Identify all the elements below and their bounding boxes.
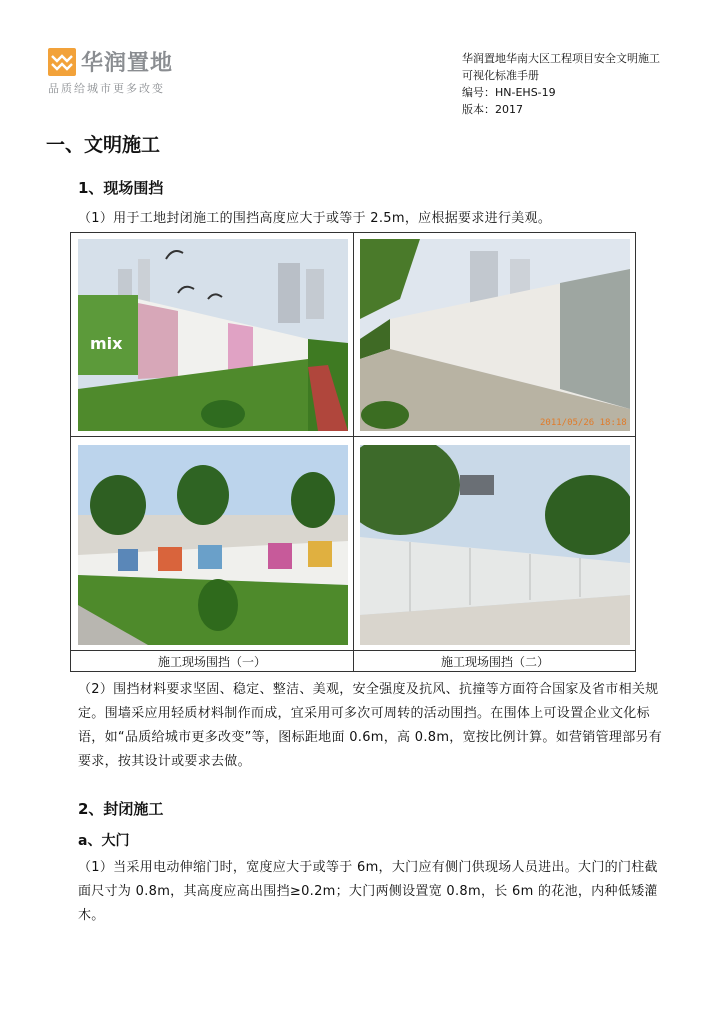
table-divider-caption bbox=[71, 650, 635, 651]
logo-name: 华润置地 bbox=[81, 51, 174, 76]
caption-hoarding-2: 施工现场围挡（二） bbox=[440, 655, 549, 669]
hoarding-photo-4 bbox=[360, 445, 630, 645]
logo-slogan: 品质给城市更多改变 bbox=[48, 82, 165, 95]
subsection-heading-enclosed: 2、封闭施工 bbox=[78, 800, 164, 818]
paragraph-hoarding-materials: （2）围挡材料要求坚固、稳定、整洁、美观，安全强度及抗风、抗撞等方面符合国家及省市相关规定。围墙采应用轻质材料制作而成，宜采用可多次可周转的活动围挡。在围体上可设置企业文化标语，如“品质给城市更多改变”等，图标距地面 0.6m，高 0.8m，宽按比例计算。如营销管理部另有要求，按其设计或要求去做。 bbox=[78, 682, 663, 769]
section-heading: 一、文明施工 bbox=[46, 134, 161, 156]
hoarding-photo-3 bbox=[78, 445, 348, 645]
photo-table bbox=[70, 232, 636, 672]
subsection-heading-gate: a、大门 bbox=[78, 833, 130, 849]
manual-title-line1: 华润置地华南大区工程项目安全文明施工 bbox=[462, 52, 660, 65]
document-code: 编号：HN-EHS-19 bbox=[462, 86, 556, 99]
photo-timestamp: 2011/05/26 18:18 bbox=[540, 418, 627, 428]
caption-hoarding-1: 施工现场围挡（一） bbox=[157, 655, 266, 669]
document-version: 版本：2017 bbox=[462, 103, 523, 116]
table-divider-horizontal bbox=[71, 436, 635, 437]
manual-title-line2: 可视化标准手册 bbox=[462, 69, 539, 82]
photo-overlay-text: mix bbox=[90, 334, 123, 353]
subsection-heading-hoarding: 1、现场围挡 bbox=[78, 179, 164, 197]
table-divider-vertical bbox=[353, 233, 354, 671]
logo-icon bbox=[48, 48, 76, 76]
hoarding-photo-2 bbox=[360, 239, 630, 431]
paragraph-hoarding-height: （1）用于工地封闭施工的围挡高度应大于或等于 2.5m，应根据要求进行美观。 bbox=[78, 211, 552, 226]
paragraph-gate: （1）当采用电动伸缩门时，宽度应大于或等于 6m，大门应有侧门供现场人员进出。大门的门柱截面尺寸为 0.8m，其高度应高出围挡≥0.2m；大门两侧设置宽 0.8m，长 6m 的花池，内种低矮灌木。 bbox=[78, 860, 658, 923]
hoarding-photo-1 bbox=[78, 239, 348, 431]
document-header-info bbox=[462, 50, 660, 118]
